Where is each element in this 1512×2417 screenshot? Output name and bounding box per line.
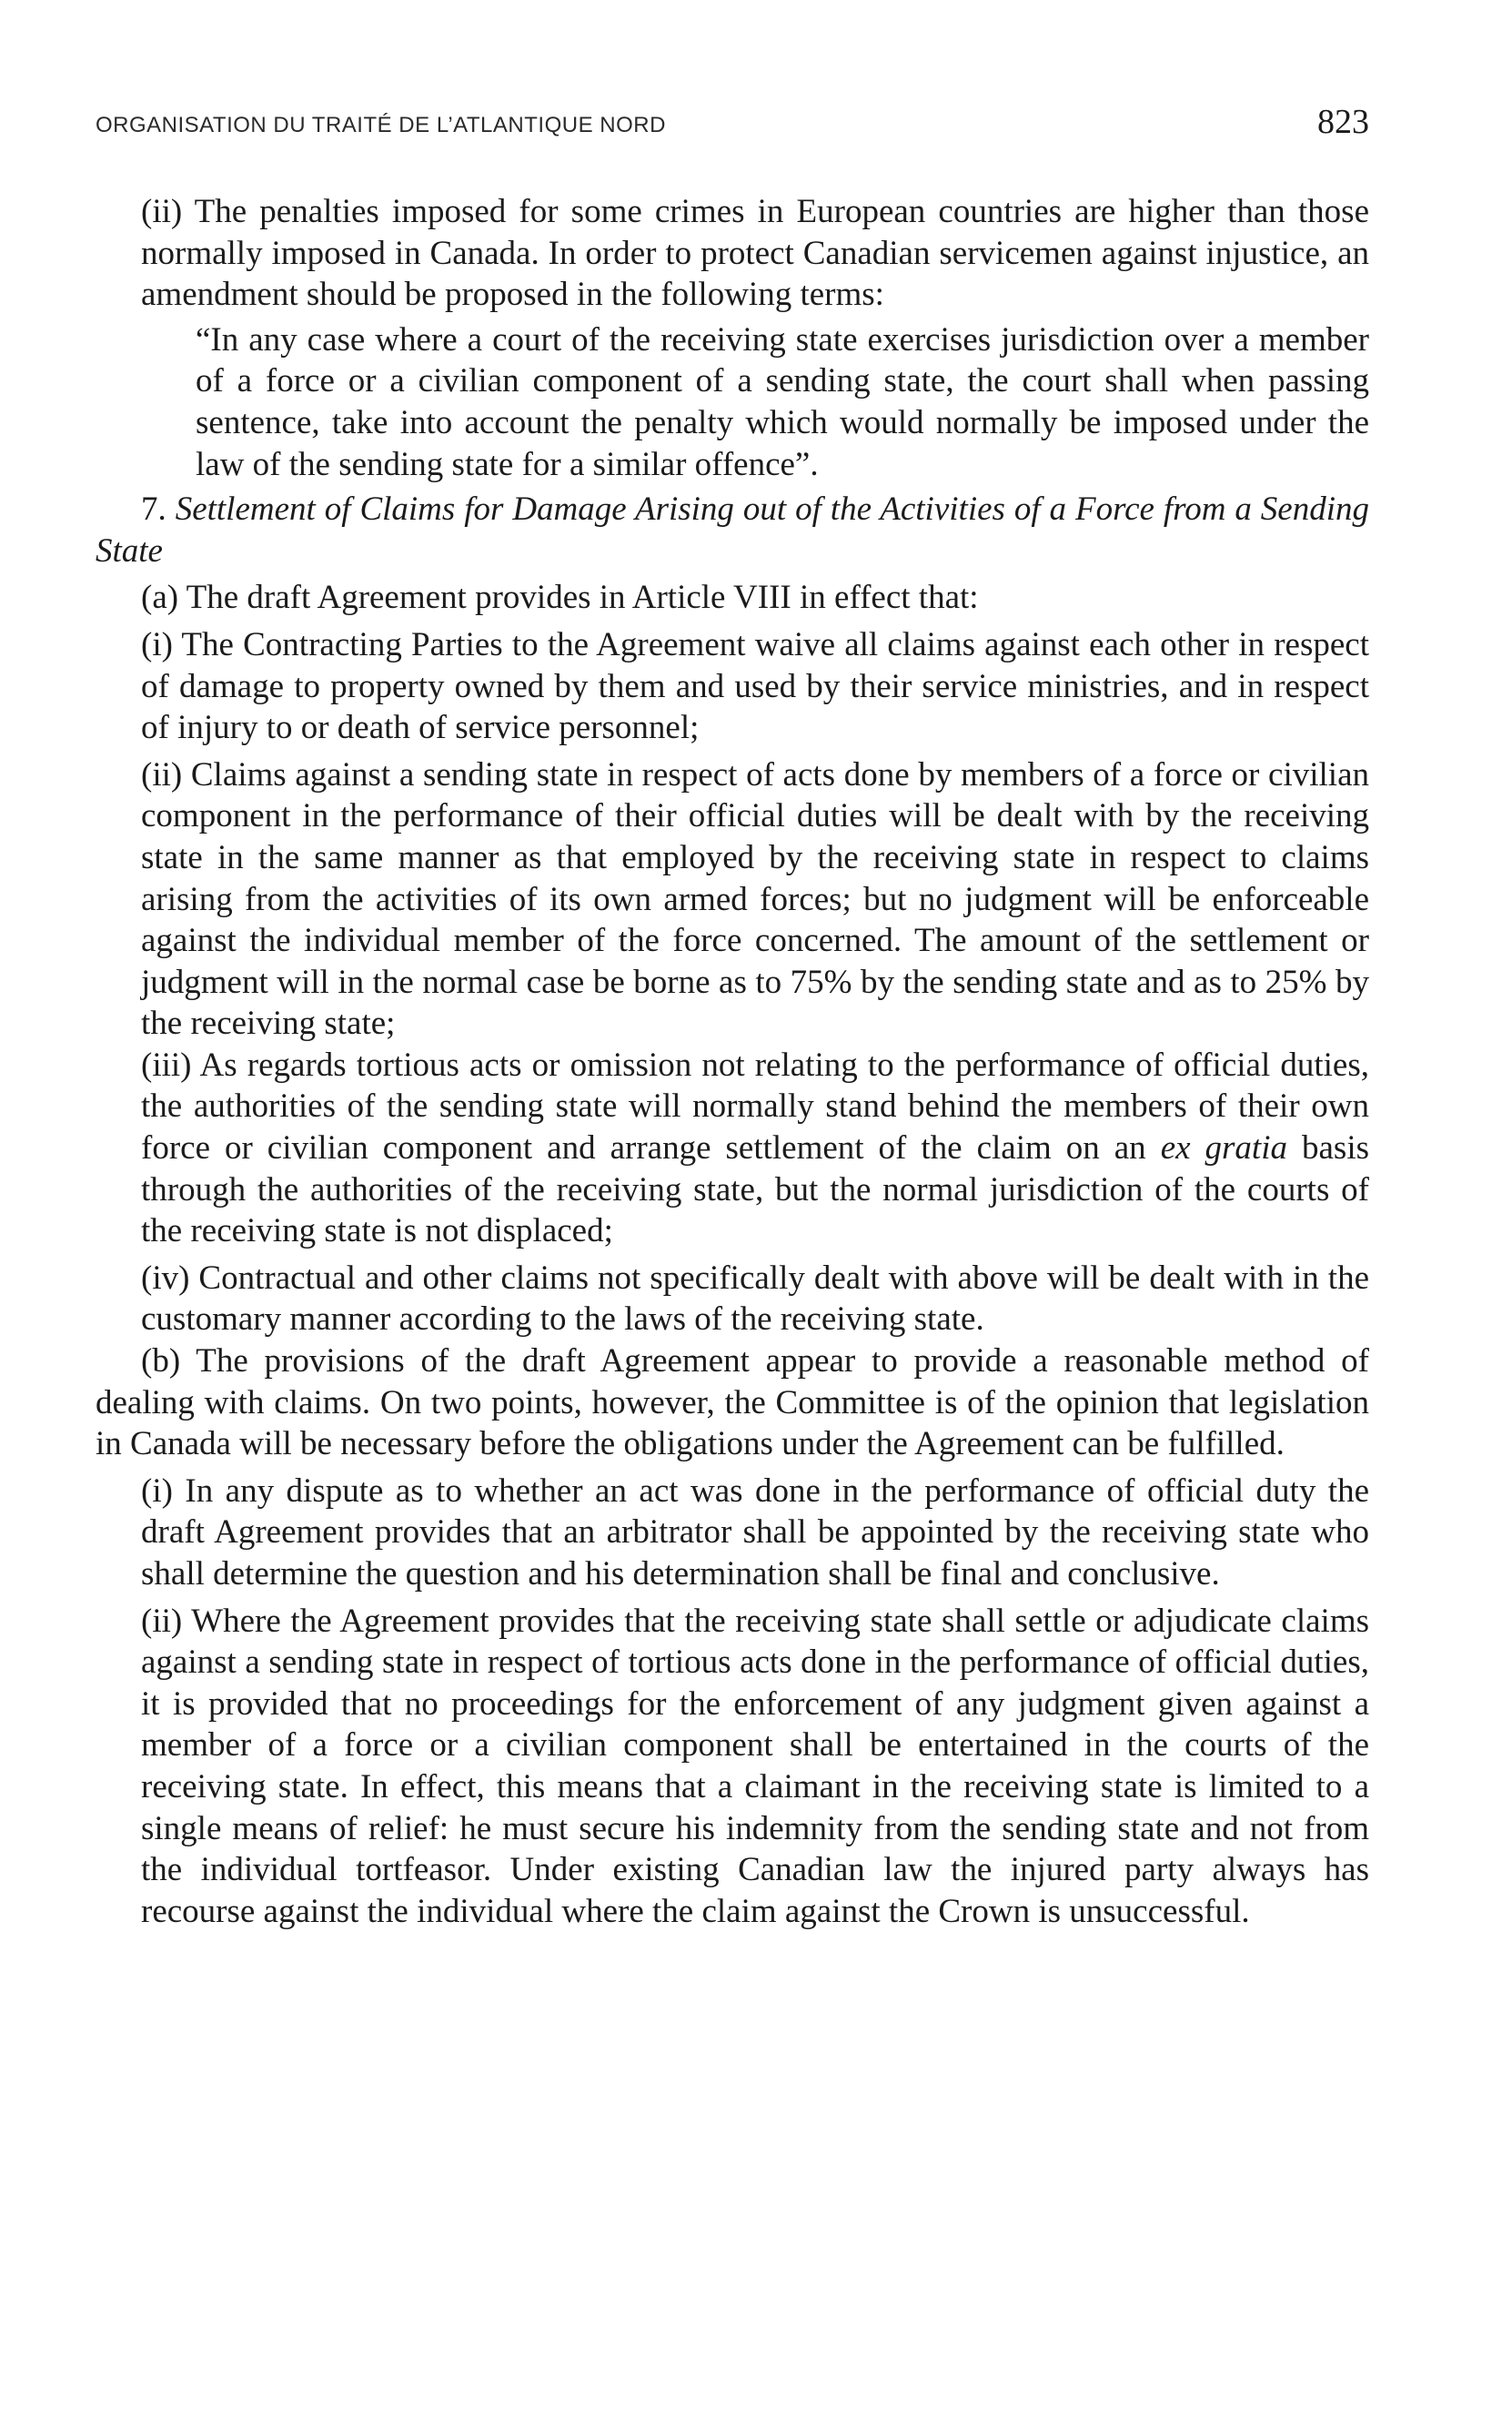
proposed-amendment-quote: “In any case where a court of the receiving state exercises jurisdiction over a member of a force or a civilian component of a sending state, the court shall when passing sentence, take into account the penalty which would normally be imposed under the law of the sending state for a similar offence”. xyxy=(196,320,1369,483)
paragraph-a-iii-text-2: basis through the authorities of the receiving state, but the normal jurisdiction of the courts of the receiving state is not displaced; xyxy=(141,1129,1369,1250)
paragraph-a-iii-text-1: (iii) As regards tortious acts or omission not relating to the performance of official duties, the authorities of the sending state will normally stand behind the members of their own force or civilian component and arrange settlement of the claim on an xyxy=(141,1046,1369,1168)
paragraph-a-i: (i) The Contracting Parties to the Agreement waive all claims against each other in respect of damage to property owned by them and used by their service ministries, and in respect of injury to or death of service personnel; xyxy=(141,625,1369,747)
paragraph-b-i: (i) In any dispute as to whether an act was done in the performance of official duty the draft Agreement provides that an arbitrator shall be appointed by the receiving state who shall determine the question and his determination shall be final and conclusive. xyxy=(141,1471,1369,1593)
page-body xyxy=(96,191,1369,1932)
paragraph-a-iv: (iv) Contractual and other claims not specifically dealt with above will be dealt with in the customary manner according to the laws of the receiving state. xyxy=(141,1259,1369,1339)
section-7-title: Settlement of Claims for Damage Arising out of the Activities of a Force from a Sending State xyxy=(96,490,1369,570)
page-header xyxy=(96,102,1369,147)
page-number: 823 xyxy=(1317,103,1369,141)
paragraph-a-intro: (a) The draft Agreement provides in Article VIII in effect that: xyxy=(141,579,979,617)
ex-gratia-term: ex gratia xyxy=(1160,1129,1287,1168)
paragraph-b-intro: (b) The provisions of the draft Agreement appear to provide a reasonable method of dealing with claims. On two points, however, the Committee is of the opinion that legislation in Canada will be necessary before the obligations under the Agreement can be fulfilled. xyxy=(96,1342,1369,1463)
paragraph-b-ii: (ii) Where the Agreement provides that the receiving state shall settle or adjudicate claims against a sending state in respect of tortious acts done in the performance of official duties, it is provided that no proceedings for the enforcement of any judgment given against a member of a force or a civilian component shall be entertained in the courts of the receiving state. In effect, this means that a claimant in the receiving state is limited to a single means of relief: he must secure his indemnity from the sending state and not from the individual tortfeasor. Under existing Canadian law the injured party always has recourse against the individual where the claim against the Crown is unsuccessful. xyxy=(141,1602,1369,1930)
paragraph-a-ii: (ii) Claims against a sending state in respect of acts done by members of a force or civilian component in the performance of their official duties will be dealt with by the receiving state in the same manner as that employed by the receiving state in respect to claims arising from the activities of its own armed forces; but no judgment will be enforceable against the individual member of the force concerned. The amount of the settlement or judgment will in the normal case be borne as to 75% by the sending state and as to 25% by the receiving state; xyxy=(141,755,1369,1043)
section-7-heading xyxy=(96,489,1369,571)
paragraph-ii-penalties: (ii) The penalties imposed for some crimes in European countries are higher than those normally imposed in Canada. In order to protect Canadian servicemen against injustice, an amendment should be proposed in the following terms: xyxy=(141,193,1369,314)
section-7-number: 7. xyxy=(141,490,166,529)
paragraph-a-iii xyxy=(141,1045,1369,1252)
running-title: ORGANISATION DU TRAITÉ DE L’ATLANTIQUE NORD xyxy=(96,113,666,137)
